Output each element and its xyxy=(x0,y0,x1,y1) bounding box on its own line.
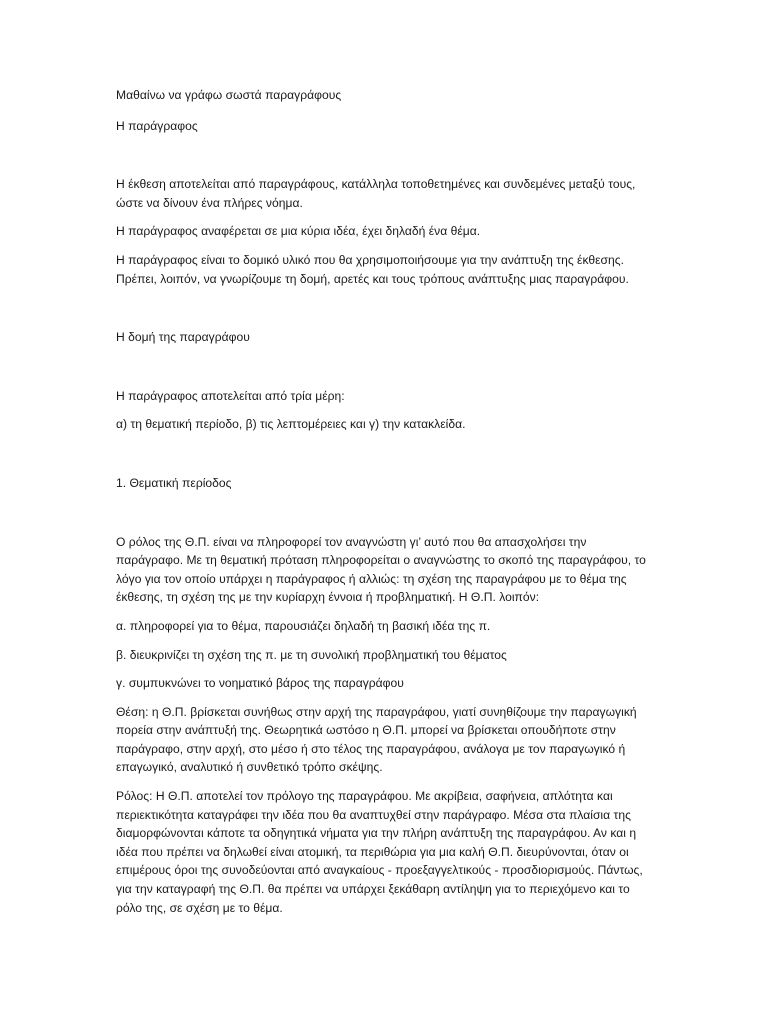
structure-paragraph-2: α) τη θεματική περίοδο, β) τις λεπτομέρειες και γ) την κατακλείδα. xyxy=(116,417,466,432)
role-paragraph: Ρόλος: Η Θ.Π. αποτελεί τον πρόλογο της παραγράφου. Με ακρίβεια, σαφήνεια, απλότητα και περιεκτικότητα καταγράφει την ιδέα που θα αναπτυχθεί στην παράγραφο. Μέσα στα πλαίσια της διαμορφώνονται κάποτε τα οδηγητικά νήματα για την πλήρη ανάπτυξη της παραγράφου. Αν και η ιδέα που πρέπει να δηλωθεί είναι ατομική, τα περιθώρια για μια καλή Θ.Π. διευρύνονται, όταν οι επιμέρους όροι της συνοδεύονται από αναγκαίους - προεξαγγελτικούς - προσδιορισμούς. Πάντως, για την καταγραφή της Θ.Π. θα πρέπει να υπάρχει ξεκάθαρη αντίληψη για το περιεχόμενο και το ρόλο της, σε σχέση με το θέμα. xyxy=(116,789,643,915)
document-title: Μαθαίνω να γράφω σωστά παραγράφους xyxy=(116,88,342,102)
document-subtitle: Η παράγραφος xyxy=(116,118,198,133)
section1-item-c: γ. συμπυκνώνει το νοηματικό βάρος της παραγράφου xyxy=(116,676,404,691)
intro-paragraph-1: Η έκθεση αποτελείται από παραγράφους, κατάλληλα τοποθετημένες και συνδεμένες μεταξύ τους, ώστε να δίνουν ένα πλήρες νόημα. xyxy=(116,177,636,210)
section1-heading: 1. Θεματική περίοδος xyxy=(116,475,232,490)
structure-paragraph-1: Η παράγραφος αποτελείται από τρία μέρη: xyxy=(116,388,345,403)
section1-item-a: α. πληροφορεί για το θέμα, παρουσιάζει δηλαδή τη βασική ιδέα της π. xyxy=(116,618,491,633)
intro-paragraph-2: Η παράγραφος αναφέρεται σε μια κύρια ιδέα, έχει δηλαδή ένα θέμα. xyxy=(116,224,481,239)
structure-heading: Η δομή της παραγράφου xyxy=(116,330,250,345)
section1-intro-paragraph: Ο ρόλος της Θ.Π. είναι να πληροφορεί τον αναγνώστη γι’ αυτό που θα απασχολήσει την παράγραφο. Με τη θεματική πρόταση πληροφορείται ο αναγνώστης το σκοπό της παραγράφου, το λόγο για τον οποίο υπάρχει η παράγραφος ή αλλιώς: τη σχέση της παραγράφου με το θέμα της έκθεσης, τη σχέση της με την κυρίαρχη έννοια ή προβληματική. Η Θ.Π. λοιπόν: xyxy=(116,534,646,605)
section1-item-b: β. διευκρινίζει τη σχέση της π. με τη συνολική προβληματική του θέματος xyxy=(116,647,507,662)
document-content xyxy=(116,86,648,927)
position-paragraph: Θέση: η Θ.Π. βρίσκεται συνήθως στην αρχή της παραγράφου, γιατί συνηθίζουμε την παραγωγική πορεία στην ανάπτυξή της. Θεωρητικά ωστόσο η Θ.Π. μπορεί να βρίσκεται οπουδήποτε στην παράγραφο, στην αρχή, στο μέσο ή στο τέλος της παραγράφου, ανάλογα με τον παραγωγικό ή επαγωγικό, αναλυτικό ή συνθετικό τρόπο σκέψης. xyxy=(116,704,637,775)
intro-paragraph-3: Η παράγραφος είναι το δομικό υλικό που θα χρησιμοποιήσουμε για την ανάπτυξη της έκθεσης. Πρέπει, λοιπόν, να γνωρίζουμε τη δομή, αρετές και τους τρόπους ανάπτυξης μιας παραγράφου. xyxy=(116,252,629,286)
